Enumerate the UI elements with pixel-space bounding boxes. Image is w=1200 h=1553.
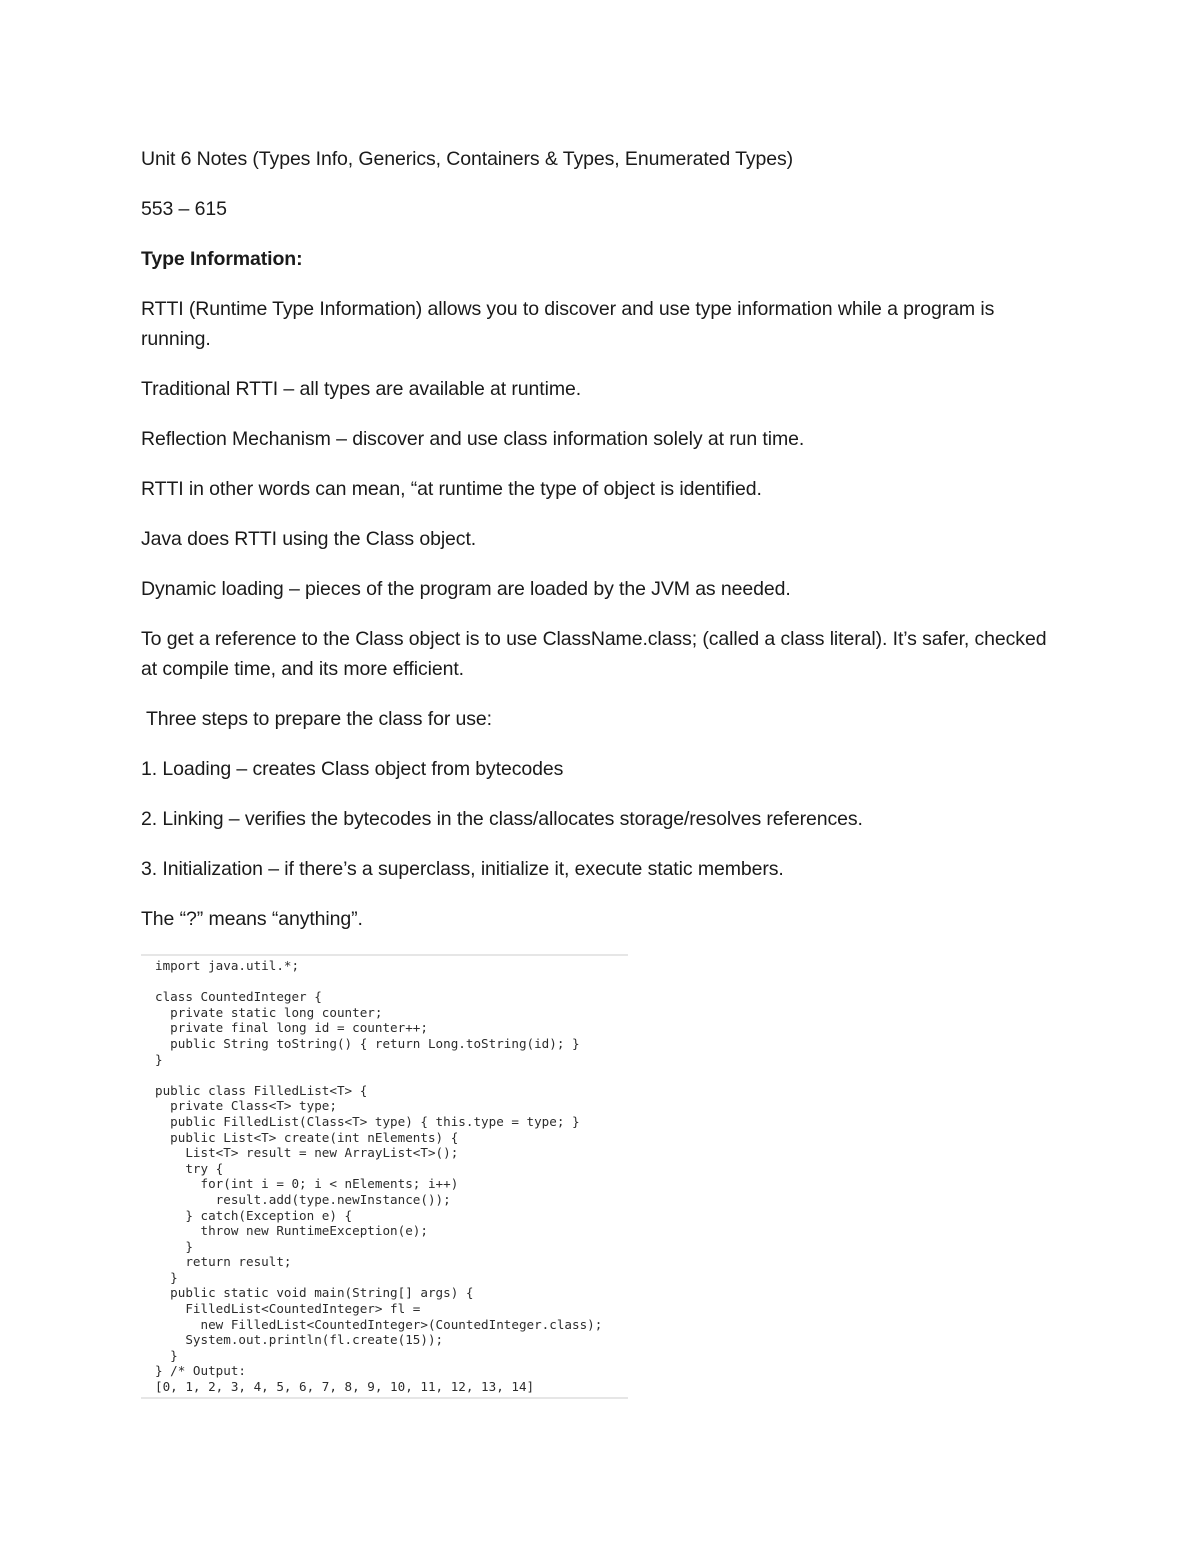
paragraph-traditional-rtti: Traditional RTTI – all types are available at runtime. (141, 378, 582, 400)
code-line: public List<T> create(int nElements) { (155, 1129, 459, 1145)
code-line: class CountedInteger { (155, 989, 322, 1005)
code-line: public class FilledList<T> { (155, 1082, 368, 1098)
document-title: Unit 6 Notes (Types Info, Generics, Containers & Types, Enumerated Types) (141, 148, 794, 170)
paragraph-three-steps: Three steps to prepare the class for use: (146, 708, 492, 730)
code-line: private Class<T> type; (155, 1098, 337, 1114)
code-line: import java.util.*; (155, 958, 300, 973)
paragraph-reflection: Reflection Mechanism – discover and use class information solely at run time. (141, 428, 805, 450)
code-line: private static long counter; (155, 1004, 383, 1020)
code-line: try { (155, 1160, 224, 1176)
code-line: } (155, 1238, 193, 1254)
document-page (141, 144, 1061, 1399)
code-line: } (155, 1051, 163, 1067)
code-line: public static void main(String[] args) { (155, 1285, 474, 1301)
paragraph-class-reference: To get a reference to the Class object is to use ClassName.class; (called a class literal). It’s safer, checked at compile time, and its more efficient. (141, 628, 1047, 680)
code-line: return result; (155, 1254, 292, 1270)
code-line: } /* Output: (155, 1363, 246, 1379)
list-item-step-1: 1. Loading – creates Class object from bytecodes (141, 758, 564, 780)
code-snippet (141, 954, 628, 1399)
paragraph-dynamic-loading: Dynamic loading – pieces of the program are loaded by the JVM as needed. (141, 578, 791, 600)
code-line: FilledList<CountedInteger> fl = (155, 1301, 421, 1317)
code-line: new FilledList<CountedInteger>(CountedInteger.class); (155, 1316, 603, 1332)
code-line: public FilledList(Class<T> type) { this.type = type; } (155, 1113, 580, 1129)
page-range: 553 – 615 (141, 198, 227, 220)
code-line: List<T> result = new ArrayList<T>(); (155, 1145, 459, 1161)
code-line (155, 974, 628, 990)
list-item-step-2: 2. Linking – verifies the bytecodes in the class/allocates storage/resolves references. (141, 808, 863, 830)
paragraph-java-class: Java does RTTI using the Class object. (141, 528, 477, 550)
code-line: public String toString() { return Long.toString(id); } (155, 1035, 580, 1051)
code-line: result.add(type.newInstance()); (155, 1191, 451, 1207)
code-line: } (155, 1347, 178, 1363)
code-line: } (155, 1269, 178, 1285)
code-line: [0, 1, 2, 3, 4, 5, 6, 7, 8, 9, 10, 11, 12, 13, 14] (155, 1379, 535, 1395)
paragraph-rtti-words: RTTI in other words can mean, “at runtime the type of object is identified. (141, 478, 762, 500)
code-line: throw new RuntimeException(e); (155, 1223, 428, 1239)
section-heading: Type Information: (141, 248, 303, 270)
code-line: for(int i = 0; i < nElements; i++) (155, 1176, 459, 1192)
code-line: System.out.println(fl.create(15)); (155, 1332, 444, 1348)
code-line: } catch(Exception e) { (155, 1207, 353, 1223)
paragraph-rtti-definition: RTTI (Runtime Type Information) allows you to discover and use type information while a program is running. (141, 298, 995, 350)
list-item-step-3: 3. Initialization – if there’s a superclass, initialize it, execute static members. (141, 858, 784, 880)
paragraph-question-mark: The “?” means “anything”. (141, 908, 363, 930)
code-line: private final long id = counter++; (155, 1020, 428, 1036)
code-line (155, 1067, 628, 1083)
